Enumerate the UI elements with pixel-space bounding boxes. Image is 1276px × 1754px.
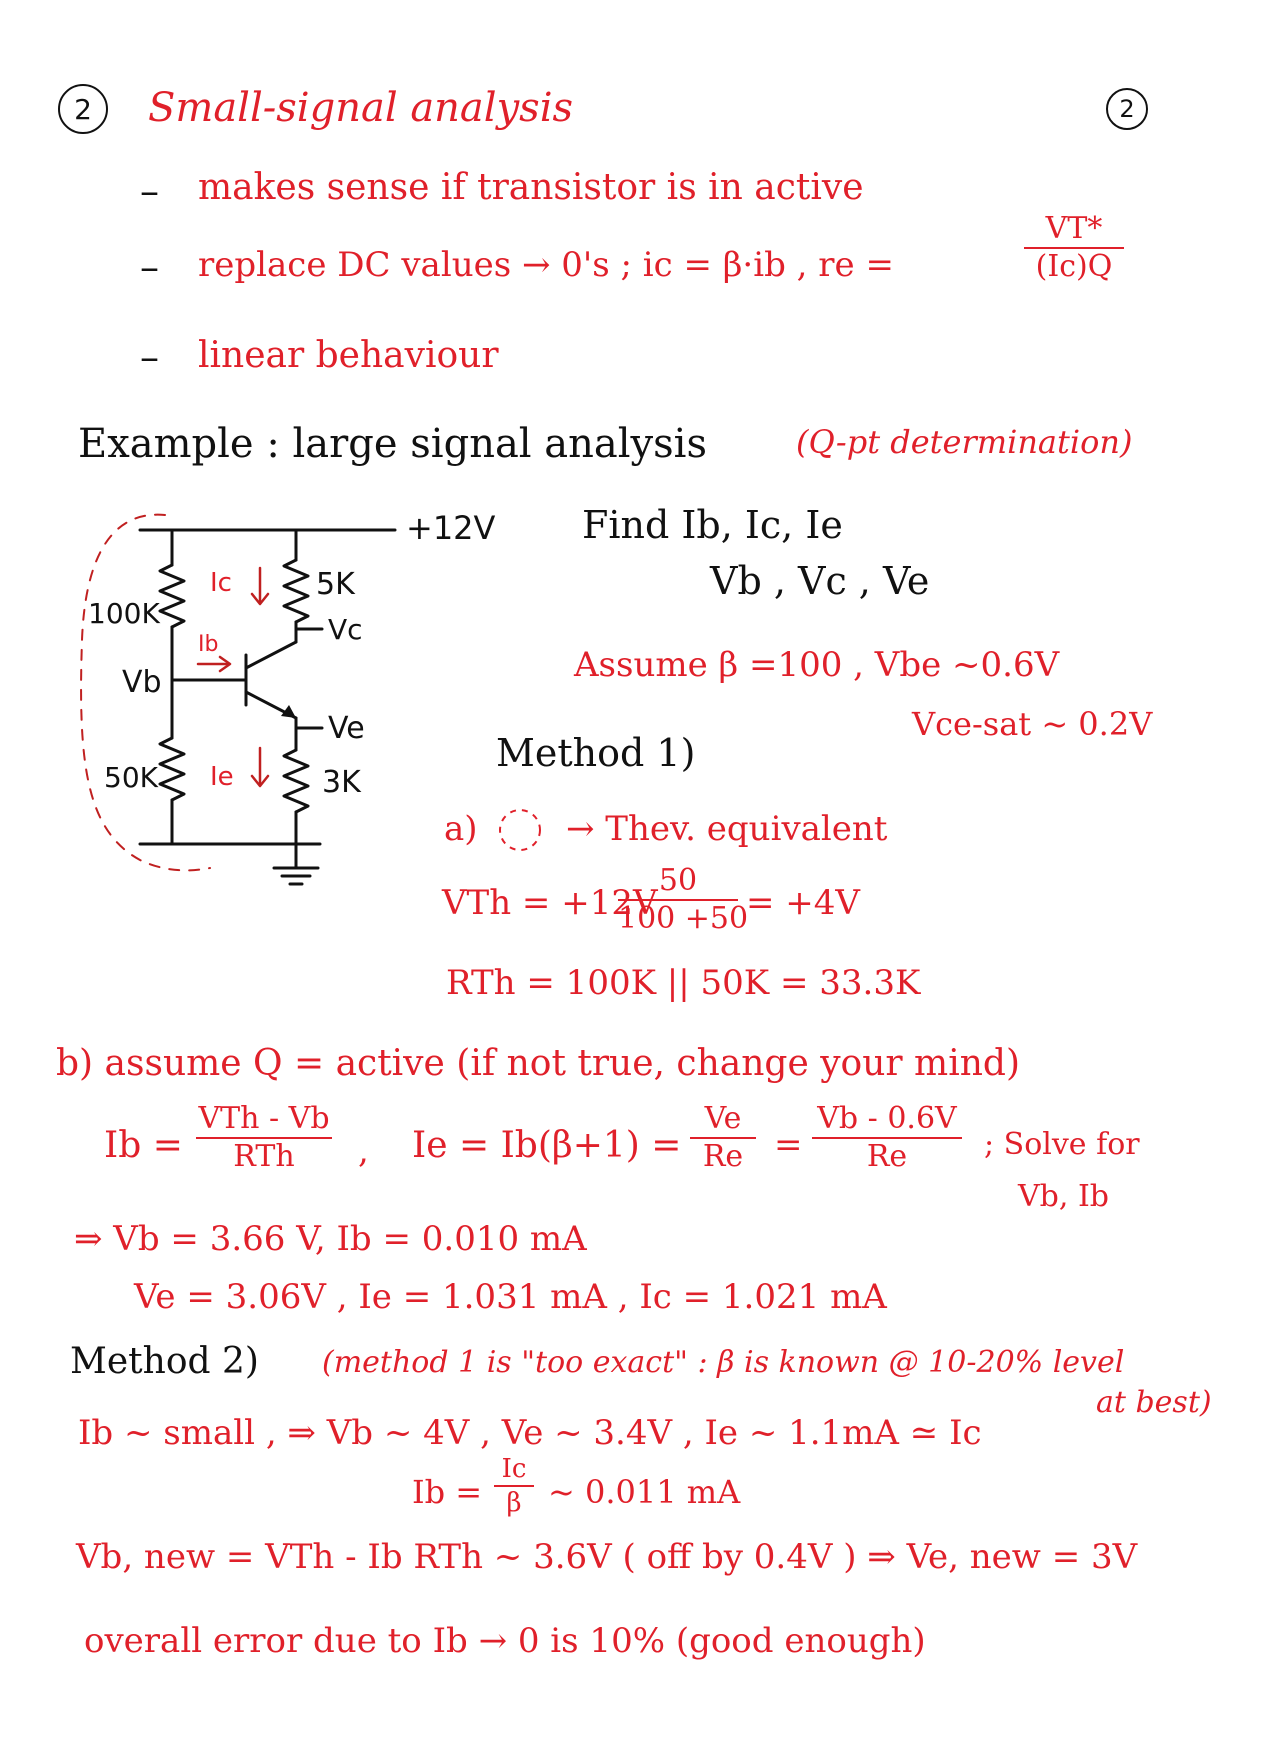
example-heading: Example : large signal analysis <box>78 421 708 467</box>
node-e-label: Ve <box>328 711 365 746</box>
ie-lhs: Ie = Ib(β+1) = <box>412 1125 682 1166</box>
bullet-1: makes sense if transistor is in active <box>198 167 864 208</box>
r-top-label: 100K <box>88 597 160 630</box>
method2-ib-num: Ic <box>501 1454 527 1484</box>
assume-line-2: Vce-sat ~ 0.2V <box>912 705 1153 743</box>
ie-fraction-2 <box>812 1101 962 1174</box>
method2-note: (method 1 is "too exact" : β is known @ 10-20% level <box>322 1345 1125 1380</box>
r-bottom-label: 50K <box>104 761 158 794</box>
example-note: (Q-pt determination) <box>796 423 1133 461</box>
bullet-2: replace DC values → 0's ; ic = β·ib , re = <box>198 245 894 285</box>
vth-den: 100 +50 <box>618 901 749 936</box>
solve-for-2: Vb, Ib <box>1018 1179 1109 1214</box>
current-e-label: Ie <box>210 762 234 792</box>
item-number: 2 <box>74 92 92 126</box>
re-formula-den: (Ic)Q <box>1035 249 1113 284</box>
assume-line-1: Assume β =100 , Vbe ~0.6V <box>574 645 1060 685</box>
method1-a-label: a) <box>444 809 478 849</box>
current-b-label: Ib <box>198 632 219 657</box>
method2-title: Method 2) <box>70 1341 259 1382</box>
method2-ib-lhs: Ib = <box>412 1473 483 1511</box>
method1-title: Method 1) <box>496 731 696 775</box>
ie-den-2: Re <box>866 1139 908 1174</box>
ie-den-1: Re <box>702 1139 744 1174</box>
find-line-2: Vb , Vc , Ve <box>710 559 930 603</box>
re-formula-num: VT* <box>1045 211 1103 246</box>
section-title: Small-signal analysis <box>148 85 574 131</box>
method2-line-3: Vb, new = VTh - Ib RTh ~ 3.6V ( off by 0.4V ) ⇒ Ve, new = 3V <box>76 1537 1138 1577</box>
ie-num-1: Ve <box>704 1101 742 1136</box>
ib-num: VTh - Vb <box>198 1101 330 1136</box>
supply-label: +12V <box>406 509 496 547</box>
ie-num-2: Vb - 0.6V <box>817 1101 957 1136</box>
method2-line-4: overall error due to Ib → 0 is 10% (good enough) <box>84 1621 926 1661</box>
method2-ib-fraction <box>494 1456 534 1516</box>
vth-fraction <box>618 863 749 936</box>
bullet-3: linear behaviour <box>198 335 499 376</box>
ie-fraction-1 <box>690 1101 756 1174</box>
bullet-dash: – <box>140 169 159 213</box>
vth-num: 50 <box>658 863 698 898</box>
page-number: 2 <box>1119 95 1135 123</box>
method2-ib-rhs: ~ 0.011 mA <box>548 1473 741 1511</box>
node-c-label: Vc <box>328 613 363 646</box>
method1-a-text: → Thev. equivalent <box>566 809 888 849</box>
r-collector-label: 5K <box>316 567 355 602</box>
vth-rhs: = +4V <box>746 883 860 923</box>
results-line-2: Ve = 3.06V , Ie = 1.031 mA , Ic = 1.021 mA <box>134 1277 887 1317</box>
ib-comma: , <box>358 1131 369 1171</box>
ie-equals: = <box>774 1125 803 1165</box>
bullet-dash: – <box>140 245 159 289</box>
ib-den: RTh <box>233 1139 295 1174</box>
method2-line-1: Ib ~ small , ⇒ Vb ~ 4V , Ve ~ 3.4V , Ie ~ 1.1mA ≃ Ic <box>78 1413 982 1453</box>
node-b-label: Vb <box>122 665 162 700</box>
bullet-dash: – <box>140 335 159 379</box>
results-line-1: ⇒ Vb = 3.66 V, Ib = 0.010 mA <box>74 1219 587 1259</box>
ib-fraction <box>196 1101 332 1174</box>
r-emitter-label: 3K <box>322 765 361 800</box>
part-b-line: b) assume Q = active (if not true, change your mind) <box>56 1043 1020 1084</box>
current-c-label: Ic <box>210 568 232 598</box>
method2-ib-den: β <box>506 1488 522 1518</box>
solve-for-1: ; Solve for <box>984 1127 1140 1162</box>
ib-lhs: Ib = <box>104 1125 183 1166</box>
method2-note-2: at best) <box>1096 1385 1212 1420</box>
vth-lhs: VTh = +12V <box>442 883 658 923</box>
find-line-1: Find Ib, Ic, Ie <box>582 503 843 547</box>
rth-line: RTh = 100K || 50K = 33.3K <box>446 963 921 1003</box>
fraction-bar <box>494 1485 534 1487</box>
